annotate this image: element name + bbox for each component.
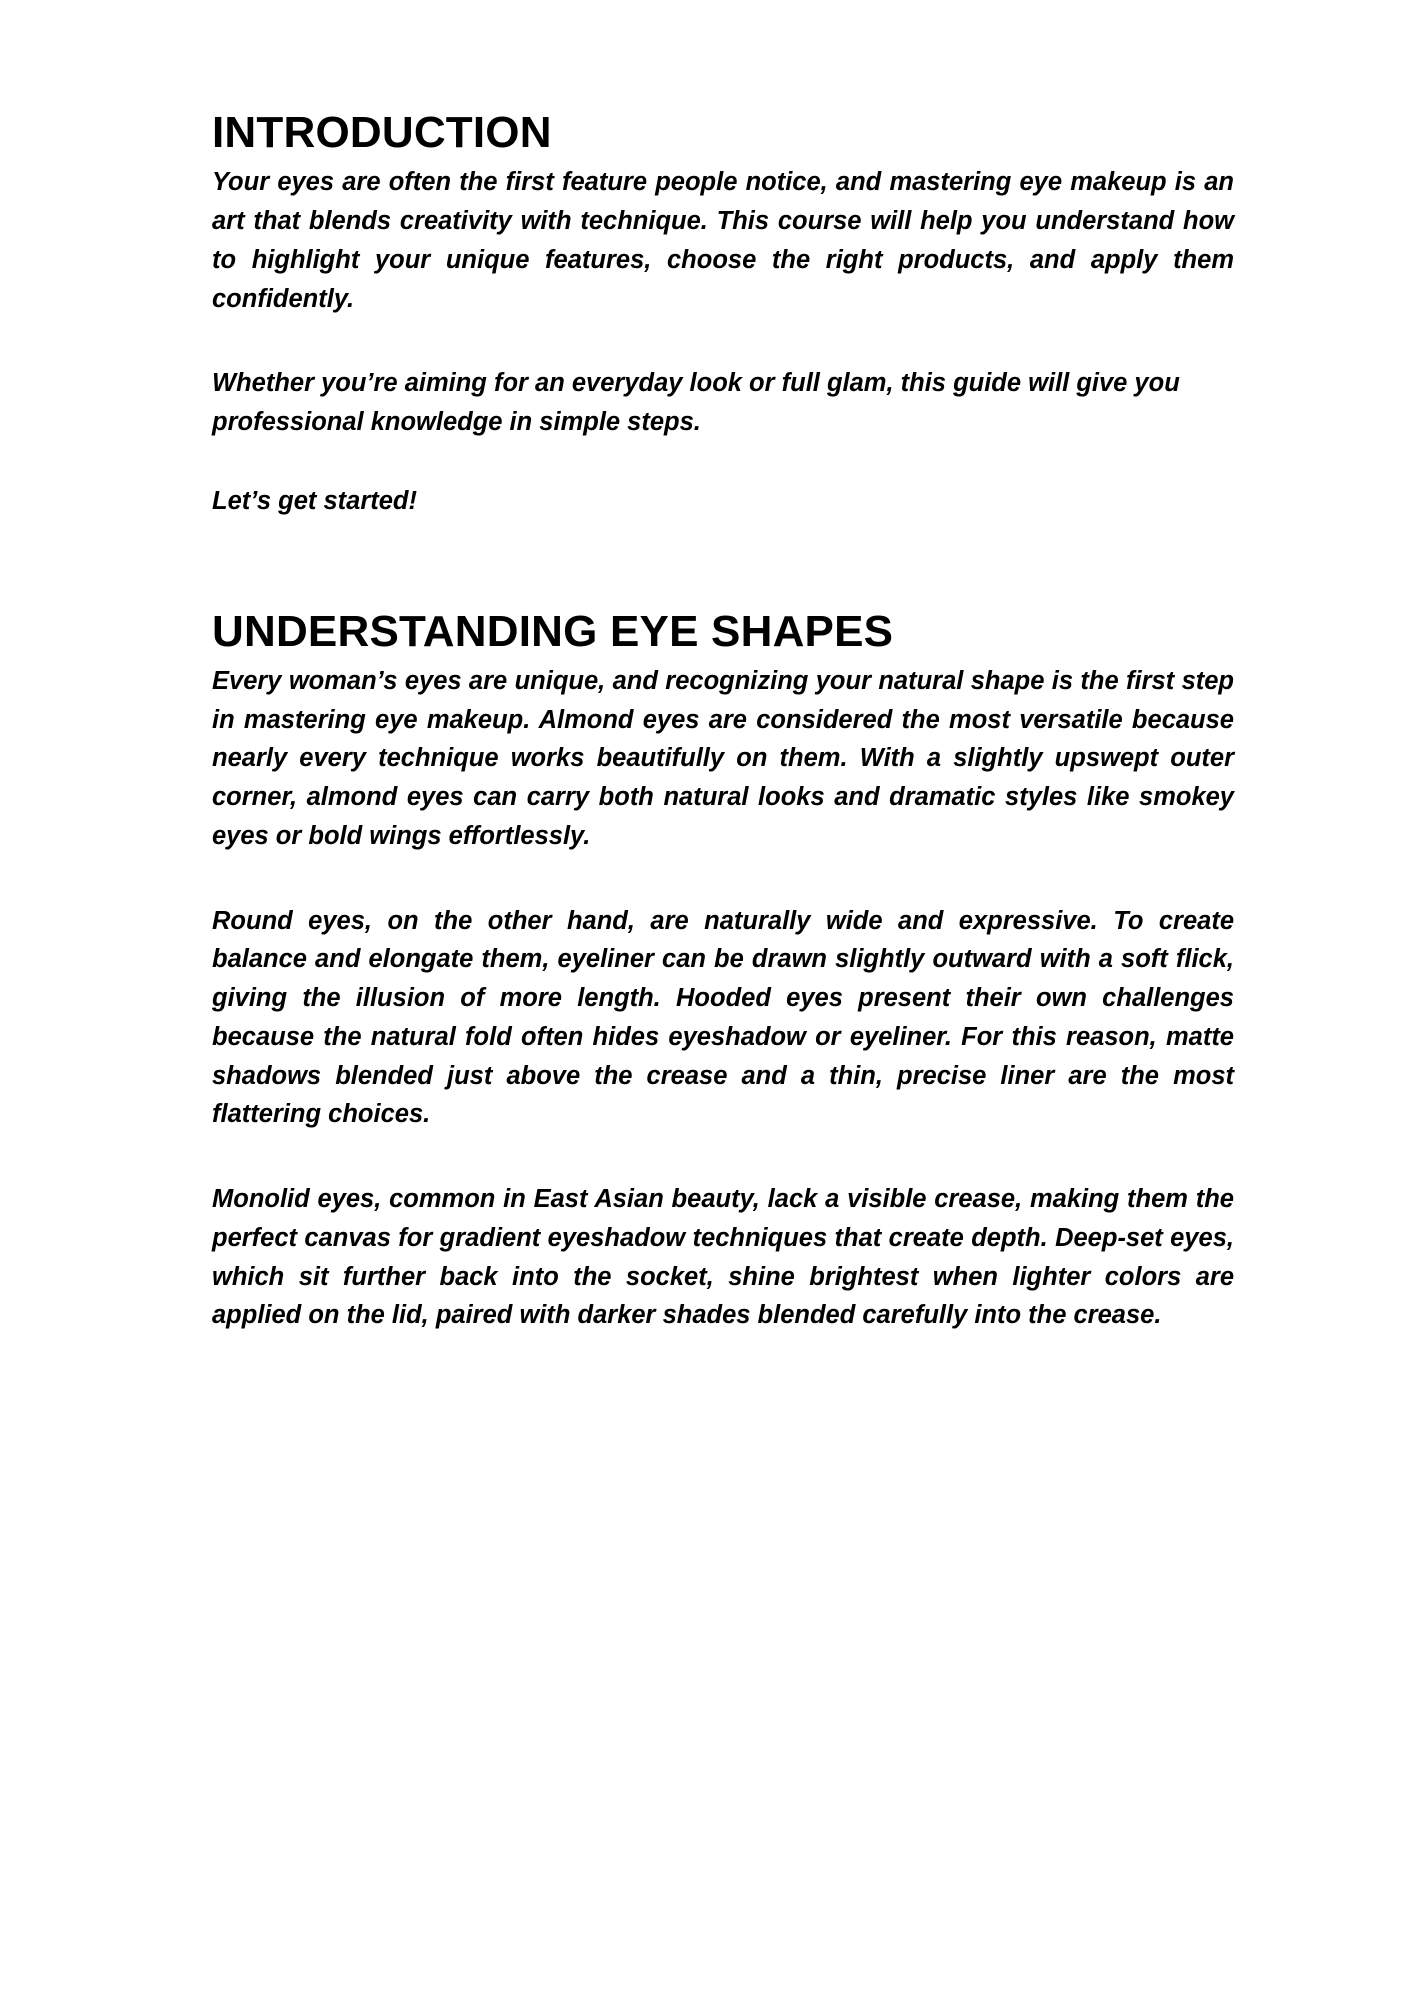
paragraph-spacer	[212, 442, 1234, 482]
paragraph-eye-shapes-3: Monolid eyes, common in East Asian beauty, lack a visible crease, making them the perfect canvas for gradient eyeshadow techniques that create depth. Deep-set eyes, which sit further back into the socket, shine brightest when lighter colors are applied on the lid, paired with darker shades blended carefully into the crease.	[212, 1185, 1234, 1330]
section-understanding-eye-shapes	[212, 607, 1234, 1336]
paragraph-spacer	[212, 856, 1234, 902]
section-introduction	[212, 108, 1234, 521]
paragraph-eye-shapes-2: Round eyes, on the other hand, are naturally wide and expressive. To create balance and elongate them, eyeliner can be drawn slightly outward with a soft flick, giving the illusion of more length. Hooded eyes present their own challenges because the natural fold often hides eyeshadow or eyeliner. For this reason, matte shadows blended just above the crease and a thin, precise liner are the most flattering choices.	[212, 906, 1234, 1129]
paragraph-spacer	[212, 1134, 1234, 1180]
paragraph-intro-1: Your eyes are often the first feature people notice, and mastering eye makeup is an art that blends creativity with technique. This course will help you understand how to highlight your unique features, choose the right products, and apply them confidently.	[212, 168, 1234, 313]
document-body	[212, 108, 1234, 1335]
section-heading-introduction: INTRODUCTION	[212, 108, 552, 157]
paragraph-spacer	[212, 318, 1234, 364]
section-heading-understanding-eye-shapes: UNDERSTANDING EYE SHAPES	[212, 606, 894, 656]
paragraph-eye-shapes-1: Every woman’s eyes are unique, and recognizing your natural shape is the first step in mastering eye makeup. Almond eyes are considered the most versatile because nearly every technique works beautifully on them. With a slightly upswept outer corner, almond eyes can carry both natural looks and dramatic styles like smokey eyes or bold wings effortlessly.	[212, 666, 1234, 850]
paragraph-intro-3: Let’s get started!	[212, 486, 417, 515]
paragraph-intro-2: Whether you’re aiming for an everyday look or full glam, this guide will give you professional knowledge in simple steps.	[212, 369, 1180, 437]
